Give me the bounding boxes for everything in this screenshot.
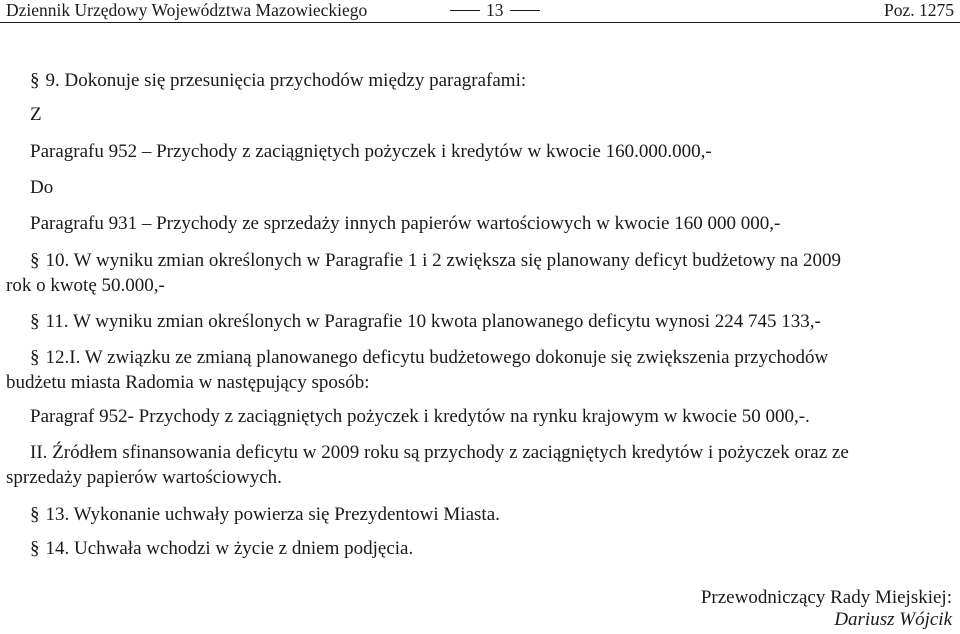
paragraph-12-line-1: § 12.I. W związku ze zmianą planowanego deficytu budżetowego dokonuje się zwiększenia przychodów [30,347,829,368]
dash-left [450,10,480,11]
page-number: 13 [444,0,546,20]
signature-title: Przewodniczący Rady Miejskiej: [700,587,952,608]
paragraph-9-from-label: Z [30,104,42,125]
header-rule [0,22,960,23]
section-symbol: § [30,250,40,271]
section-symbol: § [30,311,40,332]
paragraph-9-to-label: Do [30,177,54,198]
paragraph-12 [6,345,954,395]
paragraph-13: § 13. Wykonanie uchwały powierza się Prezydentowi Miasta. [30,504,500,525]
paragraph-10 [6,248,954,298]
paragraph-12-ii-line-1: II. Źródłem sfinansowania deficytu w 2009 roku są przychody z zaciągniętych kredytów i pożyczek oraz ze [30,442,849,463]
paragraph-12-ii [6,440,954,490]
paragraph-10-line-2: rok o kwotę 50.000,- [6,275,165,296]
paragraph-10-line-1: § 10. W wyniku zmian określonych w Paragrafie 1 i 2 zwiększa się planowany deficyt budżetowy na 2009 [30,250,841,271]
section-symbol: § [30,504,40,525]
paragraph-9-from-text: Paragrafu 952 – Przychody z zaciągniętych pożyczek i kredytów w kwocie 160.000.000,- [30,141,712,162]
section-symbol: § [30,538,40,559]
paragraph-12-ii-line-2: sprzedaży papierów wartościowych. [6,467,282,488]
paragraph-12-line-2: budżetu miasta Radomia w następujący sposób: [6,372,370,393]
paragraph-9-title: § 9. Dokonuje się przesunięcia przychodów między paragrafami: [30,70,527,91]
section-symbol: § [30,347,40,368]
paragraph-12-paragraf: Paragraf 952- Przychody z zaciągniętych pożyczek i kredytów na rynku krajowym w kwocie 50 000,-. [30,406,810,427]
signature-name: Dariusz Wójcik [834,609,952,630]
paragraph-9-to-text: Paragrafu 931 – Przychody ze sprzedaży innych papierów wartościowych w kwocie 160 000 000,- [30,213,781,234]
paragraph-14: § 14. Uchwała wchodzi w życie z dniem podjęcia. [30,538,414,559]
position-number: Poz. 1275 [884,0,954,20]
paragraph-11: § 11. W wyniku zmian określonych w Paragrafie 10 kwota planowanego deficytu wynosi 224 745 133,- [30,311,821,332]
dash-right [510,10,540,11]
journal-title: Dziennik Urzędowy Województwa Mazowieckiego [6,0,368,20]
section-symbol: § [30,70,40,91]
